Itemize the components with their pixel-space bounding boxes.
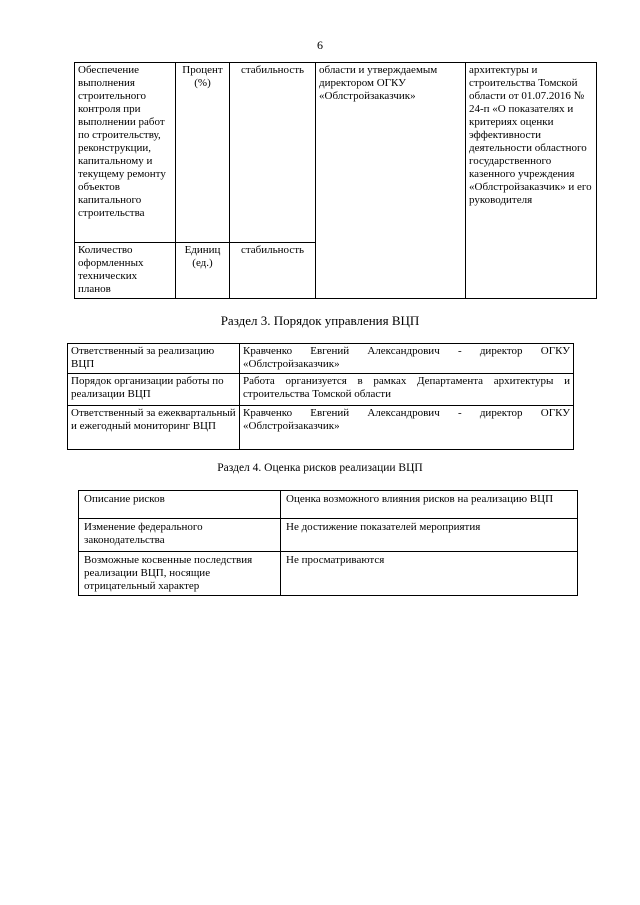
method-cell: области и утверждаемым директором ОГКУ «Облстройзаказчик» — [316, 63, 466, 299]
risk-cell: Возможные косвенные последствия реализации ВЦП, носящие отрицательный характер — [79, 552, 281, 596]
table-row — [68, 344, 574, 374]
risks-table — [78, 490, 578, 596]
table-row — [68, 406, 574, 450]
table-row — [68, 374, 574, 406]
trend-cell: стабильность — [230, 243, 316, 299]
row-value: Кравченко Евгений Александрович - директор ОГКУ «Облстройзаказчик» — [240, 344, 574, 374]
unit-cell: Процент (%) — [176, 63, 230, 243]
row-label: Порядок организации работы по реализации ВЦП — [68, 374, 240, 406]
table-header-row — [79, 491, 578, 519]
unit-cell: Единиц (ед.) — [176, 243, 230, 299]
section4-title: Раздел 4. Оценка рисков реализации ВЦП — [217, 462, 423, 474]
section3-title: Раздел 3. Порядок управления ВЦП — [220, 313, 420, 328]
trend-cell: стабильность — [230, 63, 316, 243]
table-row — [75, 63, 597, 243]
source-cell: архитектуры и строительства Томской области от 01.07.2016 № 24-п «О показателях и критериях оценки эффективности деятельности областного государственного казенного учреждения «Облстройзаказчик» и его руководителя — [466, 63, 597, 299]
indicator-cell: Количество оформленных технических планов — [75, 243, 176, 299]
indicators-table — [74, 62, 597, 299]
row-label: Ответственный за ежеквартальный и ежегодный мониторинг ВЦП — [68, 406, 240, 450]
row-value: Работа организуется в рамках Департамента архитектуры и строительства Томской области — [240, 374, 574, 406]
page-number: 6 — [317, 38, 323, 52]
impact-cell: Не просматриваются — [281, 552, 578, 596]
row-label: Ответственный за реализацию ВЦП — [68, 344, 240, 374]
table-row — [79, 552, 578, 596]
indicator-cell: Обеспечение выполнения строительного контроля при выполнении работ по строительству, реконструкции, капитальному и текущему ремонту объектов капитального строительства — [75, 63, 176, 243]
impact-cell: Не достижение показателей мероприятия — [281, 519, 578, 552]
header-cell: Описание рисков — [79, 491, 281, 519]
table-row — [79, 519, 578, 552]
risk-cell: Изменение федерального законодательства — [79, 519, 281, 552]
header-cell: Оценка возможного влияния рисков на реализацию ВЦП — [281, 491, 578, 519]
management-table — [67, 343, 574, 450]
row-value: Кравченко Евгений Александрович - директор ОГКУ «Облстройзаказчик» — [240, 406, 574, 450]
